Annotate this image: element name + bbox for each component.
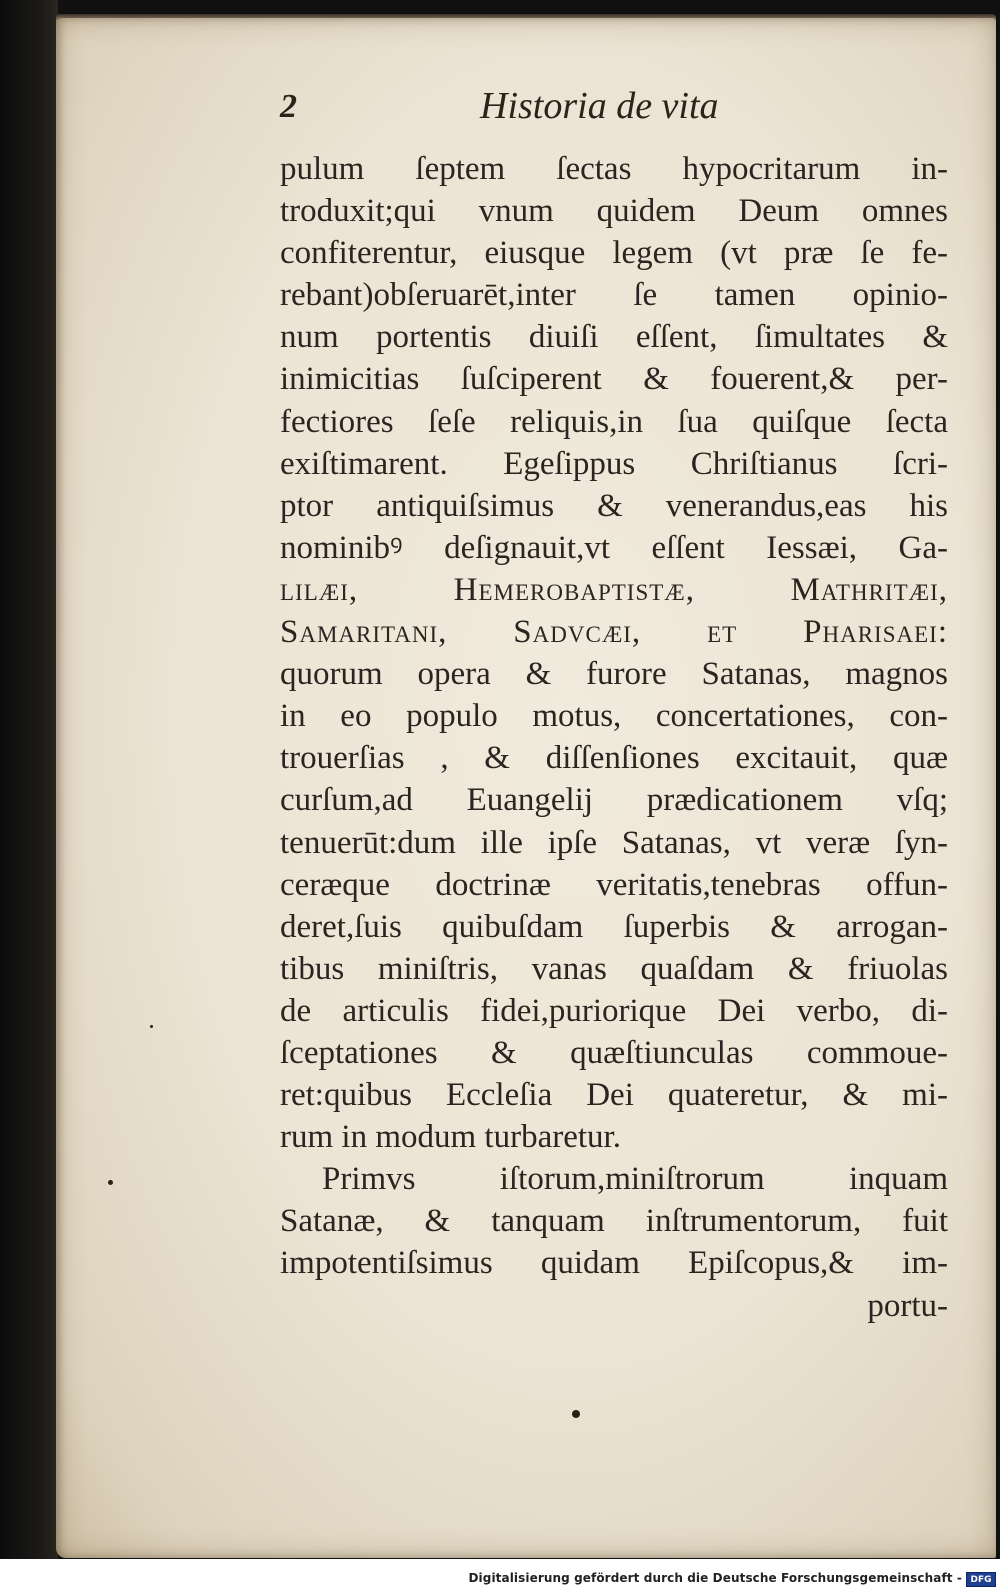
digitization-credit: Digitalisierung gefördert durch die Deutsche Forschungsgemeinschaft - [468,1571,962,1585]
text-line: fectiores ſeſe reliquis,in ſua quiſque ſecta [280,403,948,440]
footer-strip [0,1559,1000,1595]
paper-speck [108,1180,113,1185]
text-line-names: Samaritani, Sadvcæi, et Pharisaei: [280,614,948,651]
text-line: inimicitias ſuſciperent & fouerent,& per- [280,361,948,398]
text-line: de articulis fidei,puriorique Dei verbo, di- [280,992,948,1029]
scan-background-left [0,0,58,1560]
page-number: 2 [280,88,297,125]
text-line: pulum ſeptem ſectas hypocritarum in- [280,151,948,187]
main-text-block [280,148,948,1327]
text-line: tenuerūt:dum ille ipſe Satanas, vt veræ ſyn- [280,824,948,861]
text-line: num portentis diuiſi eſſent, ſimultates & [280,319,948,356]
text-line: tibus miniſtris, vanas quaſdam & friuolas [280,950,948,987]
text-line: deret,ſuis quibuſdam ſuperbis & arrogan- [280,908,948,945]
text-line: Satanæ, & tanquam inſtrumentorum, fuit [280,1203,948,1240]
dfg-logo: DFG [966,1572,996,1587]
text-line: quorum opera & furore Satanas, magnos [280,656,948,693]
text-line: rebant)obſeruarēt,inter ſe tamen opinio- [280,277,948,314]
text-line: curſum,ad Euangelij prædicationem vſq; [280,782,948,819]
paper-speck [150,1025,153,1028]
text-line: nominibꝰ deſignauit,vt eſſent Iessæi, Ga- [280,529,948,566]
catchword: portu- [867,1287,948,1324]
running-head: Historia de vita [480,85,719,127]
text-line: trouerſias , & diſſenſiones excitauit, quæ [280,740,948,777]
text-line: ſceptationes & quæſtiunculas commoue- [280,1034,948,1071]
text-line-names: lilæi, Hemerobaptistæ, Mathritæi, [280,571,948,608]
text-line: exiſtimarent. Egeſippus Chriſtianus ſcri- [280,445,948,482]
text-line: impotentiſsimus quidam Epiſcopus,& im- [280,1245,948,1282]
text-line: ptor antiquiſsimus & venerandus,eas his [280,487,948,524]
paper-speck [572,1410,580,1418]
page-header [270,84,750,136]
text-line-paragraph-end: rum in modum turbaretur. [280,1119,621,1156]
text-line: ceræque doctrinæ veritatis,tenebras offun- [280,866,948,903]
text-line: troduxit;qui vnum quidem Deum omnes [280,193,948,230]
text-line: in eo populo motus, concertationes, con- [280,698,948,735]
text-line-paragraph-start: Primvs iſtorum,miniſtrorum inquam [322,1161,948,1198]
text-line: ret:quibus Eccleſia Dei quateretur, & mi- [280,1077,948,1114]
text-line: confiterentur, eiusque legem (vt præ ſe fe- [280,235,948,272]
